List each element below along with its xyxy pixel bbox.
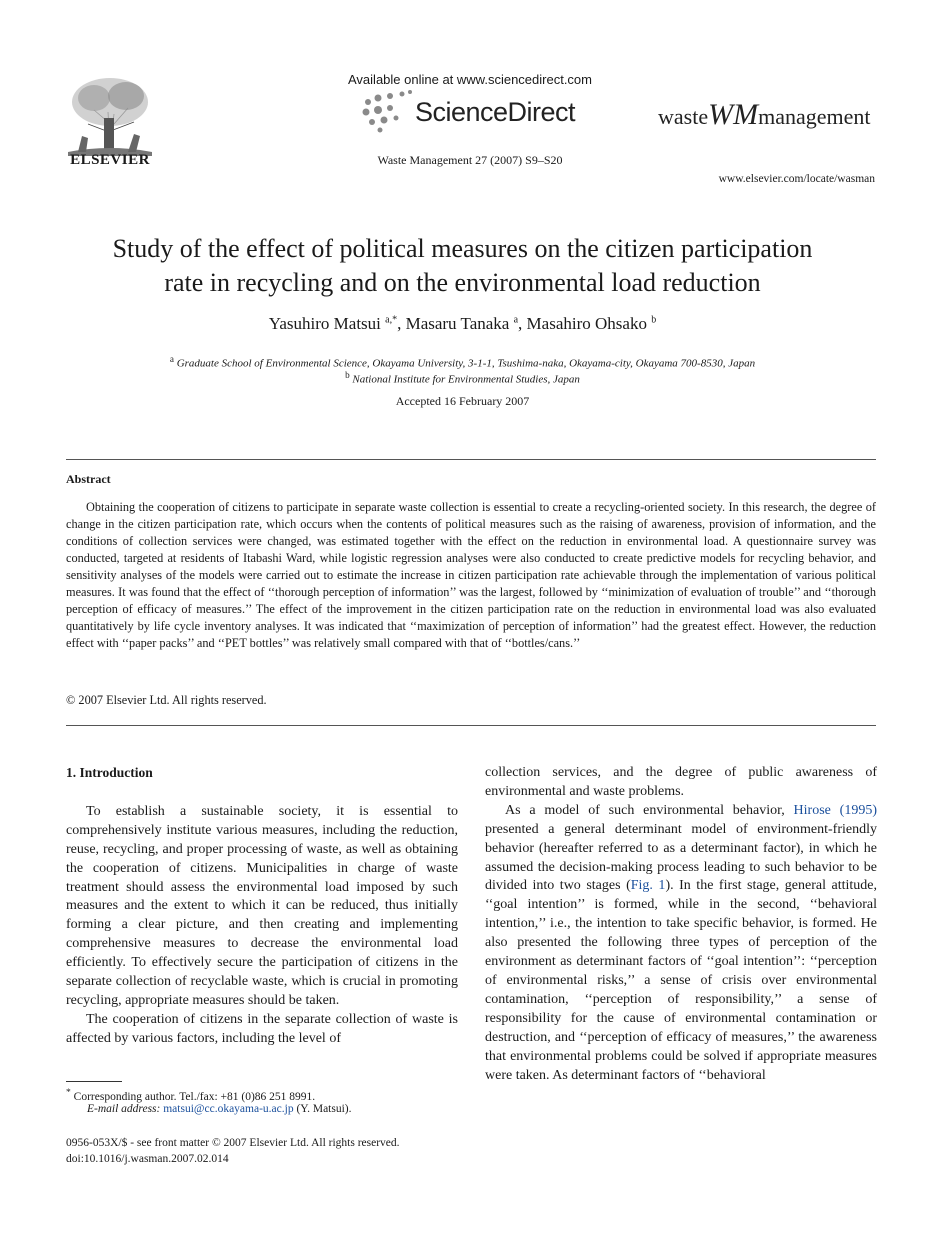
author-affiliation-mark[interactable]: a,* bbox=[385, 314, 398, 326]
author-list bbox=[60, 314, 865, 334]
author-affiliation-mark[interactable]: b bbox=[651, 314, 657, 326]
author-separator: , bbox=[518, 314, 527, 333]
footnote-divider bbox=[66, 1081, 122, 1082]
body-paragraph: collection services, and the degree of public awareness of environmental and waste problems. bbox=[485, 765, 877, 799]
journal-logo bbox=[658, 98, 871, 132]
abstract-text: Obtaining the cooperation of citizens to participate in separate waste collection is essential to create a recycling-oriented society. In this research, the degree of change in the citizen participation rate, which occurs when the contents of political measures such as the raising of awareness, provision of information, and the conditions of collection services were changed, was estimated together with the effect on the reduction in environmental load. A questionnaire survey was conducted, targeted at residents of Itabashi Ward, while logistic regression analyses were also conducted to create predictive models for recycling behavior, and sensitivity analyses of the models were carried out to estimate the increase in citizen participation rate achievable through the implementation of various political measures. It was found that the effect of ‘‘thorough perception of information’’ was the largest, followed by ‘‘minimization of evaluation of trouble’’ and ‘‘thorough perception of efficacy of measures.’’ The effect of the improvement in the citizen participation rate on the reduction in environmental load was also evaluated quantitatively by life cycle inventory analyses. It was indicated that ‘‘maximization of perception of information’’ had the greatest effect. However, the reduction effect with ‘‘paper packs’’ and ‘‘PET bottles’’ was relatively small compared with that of ‘‘bottles/cans.’’ bbox=[66, 500, 876, 650]
affiliation-a-text: Graduate School of Environmental Science, Okayama University, 3-1-1, Tsushima-naka, Okayama-city, Okayama 700-8530, Japan bbox=[176, 357, 756, 370]
right-column bbox=[485, 764, 877, 1085]
left-column bbox=[66, 764, 458, 1049]
footnote-mark: * bbox=[66, 1087, 71, 1098]
divider bbox=[66, 459, 876, 460]
affiliation-b bbox=[40, 370, 885, 386]
author-name: Masahiro Ohsako bbox=[526, 314, 647, 333]
author-separator: , bbox=[397, 314, 406, 333]
paragraph-text: ). In the first stage, general attitude, ‘‘goal intention’’ is formed, while in the second, ‘‘behavioral intention,’’ i.e., the intention to take specific behavior, is formed. He also presented the following three types of perception of the environment as determinant factors of ‘‘goal intention’’: ‘‘perception of environmental risks,’’ a sense of crisis over environmental contamination, ‘‘perception of responsibility,’’ a sense of responsibility for the cause of environmental contamination or destruction, and ‘‘perception of efficacy of measures,’’ the awareness that environmental problems could be solved if appropriate measures were taken. As determinant factors of ‘‘behavioral bbox=[485, 878, 877, 1083]
affiliation-b-mark: b bbox=[345, 370, 350, 380]
issn-notice: 0956-053X/$ - see front matter © 2007 Elsevier Ltd. All rights reserved. bbox=[66, 1137, 400, 1149]
author-affiliation-mark[interactable]: a bbox=[513, 314, 519, 326]
corresponding-author-text: Corresponding author. Tel./fax: +81 (0)86 251 8991. bbox=[73, 1090, 316, 1103]
body-paragraph: The cooperation of citizens in the separate collection of waste is affected by various factors, including the level of bbox=[66, 1011, 458, 1046]
journal-logo-w: W bbox=[708, 98, 734, 131]
available-online-text: Available online at www.sciencedirect.com bbox=[348, 72, 592, 87]
body-paragraph: To establish a sustainable society, it is essential to comprehensively institute various measures, including the reduction, reuse, recycling, and proper processing of waste, as well as obtaining the cooperation of citizens. Municipalities in charge of waste treatment should assess the environmental load imposed by such measures and the extent to which it can be reduced, thus initially forming a clear picture, and then creating and implementing comprehensive measures to decrease the environmental load efficiently. To effectively secure the participation of citizens in the separate collection of recyclable waste, which is crucial in promoting recycling, appropriate measures should be taken. bbox=[66, 803, 458, 1008]
paragraph-text: As a model of such environmental behavior, bbox=[505, 802, 794, 818]
author-name: Yasuhiro Matsui bbox=[268, 314, 381, 333]
figure-link[interactable]: Fig. 1 bbox=[630, 878, 666, 894]
affiliation-a-mark: a bbox=[169, 354, 174, 364]
divider bbox=[66, 725, 876, 726]
email-suffix: (Y. Matsui). bbox=[293, 1103, 352, 1115]
journal-logo-m: M bbox=[733, 98, 759, 131]
citation-link[interactable]: Hirose (1995) bbox=[793, 802, 877, 818]
journal-logo-left: waste bbox=[658, 104, 709, 129]
sciencedirect-wordmark: ScienceDirect bbox=[415, 97, 576, 127]
section-heading: 1. Introduction bbox=[66, 765, 153, 780]
email-link[interactable]: matsui@cc.okayama-u.ac.jp bbox=[163, 1103, 294, 1115]
affiliation-b-text: National Institute for Environmental Studies, Japan bbox=[352, 373, 580, 386]
author-name: Masaru Tanaka bbox=[405, 314, 510, 333]
email-label: E-mail address: bbox=[87, 1103, 161, 1115]
abstract-heading: Abstract bbox=[66, 472, 111, 486]
article-title bbox=[60, 232, 865, 300]
doi-text[interactable]: doi:10.1016/j.wasman.2007.02.014 bbox=[66, 1153, 229, 1165]
body-paragraph bbox=[485, 802, 877, 1086]
journal-url-link[interactable]: www.elsevier.com/locate/wasman bbox=[718, 173, 875, 185]
email-note bbox=[87, 1101, 352, 1117]
copyright-notice: © 2007 Elsevier Ltd. All rights reserved. bbox=[66, 693, 267, 707]
journal-logo-right: management bbox=[758, 104, 871, 129]
paragraph-text: presented a general determinant model of environment-friendly behavior (hereafter referred to as a determinant factor), in which he assumed the decision-making process leading to such behavior to be divided into two stages ( bbox=[485, 821, 877, 894]
title-line-1: Study of the effect of political measures on the citizen participation bbox=[112, 234, 813, 263]
affiliation-a bbox=[40, 354, 885, 370]
publisher-name: ELSEVIER bbox=[70, 152, 150, 168]
journal-reference: Waste Management 27 (2007) S9–S20 bbox=[377, 153, 563, 167]
title-line-2: rate in recycling and on the environmental load reduction bbox=[164, 268, 761, 297]
accepted-date: Accepted 16 February 2007 bbox=[395, 394, 530, 408]
